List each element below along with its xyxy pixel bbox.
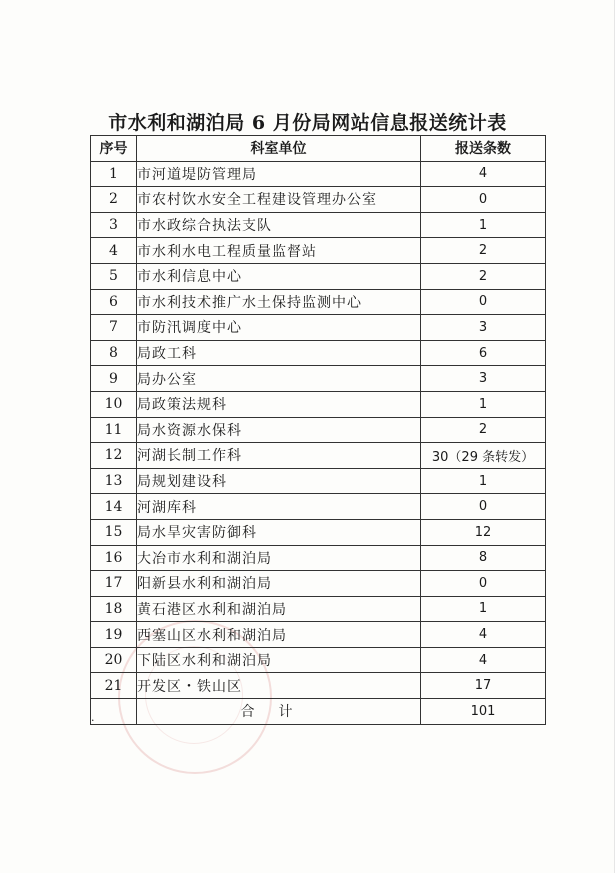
table-row xyxy=(91,315,546,341)
total-count: 101 xyxy=(421,699,546,725)
row-unit: 局规划建设科 xyxy=(137,468,421,494)
page-title: 市水利和湖泊局 6 月份局网站信息报送统计表 xyxy=(108,112,507,134)
row-no: 7 xyxy=(91,315,137,341)
table-row xyxy=(91,545,546,571)
row-unit: 西塞山区水利和湖泊局 xyxy=(137,622,421,648)
total-label: 合计 xyxy=(137,699,421,725)
row-count: 3 xyxy=(421,315,546,341)
row-count: 30（29 条转发） xyxy=(421,443,546,469)
row-count: 6 xyxy=(421,340,546,366)
table-row xyxy=(91,289,546,315)
row-count: 0 xyxy=(421,289,546,315)
row-unit: 大冶市水利和湖泊局 xyxy=(137,545,421,571)
row-unit: 市防汛调度中心 xyxy=(137,315,421,341)
table-row xyxy=(91,519,546,545)
row-unit: 市水利技术推广水土保持监测中心 xyxy=(137,289,421,315)
row-unit: 市水利水电工程质量监督站 xyxy=(137,238,421,264)
row-unit: 市河道堤防管理局 xyxy=(137,161,421,187)
row-unit: 局办公室 xyxy=(137,366,421,392)
table-row xyxy=(91,468,546,494)
table-row xyxy=(91,571,546,597)
row-count: 4 xyxy=(421,647,546,673)
row-no: 21 xyxy=(91,673,137,699)
row-unit: 局水资源水保科 xyxy=(137,417,421,443)
row-no: 18 xyxy=(91,596,137,622)
table-row xyxy=(91,494,546,520)
header-count: 报送条数 xyxy=(421,136,546,162)
row-count: 3 xyxy=(421,366,546,392)
table-row xyxy=(91,596,546,622)
total-row xyxy=(91,699,546,725)
table-row xyxy=(91,161,546,187)
table-row xyxy=(91,212,546,238)
table-row xyxy=(91,391,546,417)
row-no: 3 xyxy=(91,212,137,238)
row-count: 0 xyxy=(421,571,546,597)
row-unit: 市农村饮水安全工程建设管理办公室 xyxy=(137,187,421,213)
row-count: 2 xyxy=(421,238,546,264)
row-no: 13 xyxy=(91,468,137,494)
row-unit: 局政策法规科 xyxy=(137,391,421,417)
row-no: 5 xyxy=(91,263,137,289)
row-no: 19 xyxy=(91,622,137,648)
row-count: 2 xyxy=(421,417,546,443)
row-count: 0 xyxy=(421,187,546,213)
row-count: 0 xyxy=(421,494,546,520)
row-count: 4 xyxy=(421,161,546,187)
header-row xyxy=(91,136,546,162)
row-no: 6 xyxy=(91,289,137,315)
table-row xyxy=(91,340,546,366)
table-row xyxy=(91,263,546,289)
row-unit: 阳新县水利和湖泊局 xyxy=(137,571,421,597)
row-no: 14 xyxy=(91,494,137,520)
row-no: 15 xyxy=(91,519,137,545)
row-count: 1 xyxy=(421,468,546,494)
row-unit: 市水利信息中心 xyxy=(137,263,421,289)
row-no: 4 xyxy=(91,238,137,264)
row-unit: 河湖长制工作科 xyxy=(137,443,421,469)
statistics-table xyxy=(90,135,546,725)
row-no: 10 xyxy=(91,391,137,417)
row-count: 17 xyxy=(421,673,546,699)
row-count: 2 xyxy=(421,263,546,289)
header-no: 序号 xyxy=(91,136,137,162)
row-unit: 下陆区水利和湖泊局 xyxy=(137,647,421,673)
row-count: 1 xyxy=(421,391,546,417)
row-no: 8 xyxy=(91,340,137,366)
row-unit: 开发区・铁山区 xyxy=(137,673,421,699)
table-row xyxy=(91,238,546,264)
header-unit: 科室单位 xyxy=(137,136,421,162)
table-row xyxy=(91,417,546,443)
row-unit: 局水旱灾害防御科 xyxy=(137,519,421,545)
table-body xyxy=(91,161,546,698)
table-row xyxy=(91,366,546,392)
row-count: 1 xyxy=(421,212,546,238)
row-no: 11 xyxy=(91,417,137,443)
row-no: 2 xyxy=(91,187,137,213)
row-count: 12 xyxy=(421,519,546,545)
table-row xyxy=(91,443,546,469)
row-count: 1 xyxy=(421,596,546,622)
row-no: 20 xyxy=(91,647,137,673)
row-no: 17 xyxy=(91,571,137,597)
total-mark: . xyxy=(91,699,137,725)
row-no: 16 xyxy=(91,545,137,571)
row-unit: 局政工科 xyxy=(137,340,421,366)
table-row xyxy=(91,673,546,699)
row-count: 8 xyxy=(421,545,546,571)
table-row xyxy=(91,187,546,213)
row-unit: 市水政综合执法支队 xyxy=(137,212,421,238)
row-no: 9 xyxy=(91,366,137,392)
row-unit: 河湖库科 xyxy=(137,494,421,520)
row-no: 1 xyxy=(91,161,137,187)
table-row xyxy=(91,622,546,648)
row-unit: 黄石港区水利和湖泊局 xyxy=(137,596,421,622)
row-count: 4 xyxy=(421,622,546,648)
row-no: 12 xyxy=(91,443,137,469)
table-row xyxy=(91,647,546,673)
